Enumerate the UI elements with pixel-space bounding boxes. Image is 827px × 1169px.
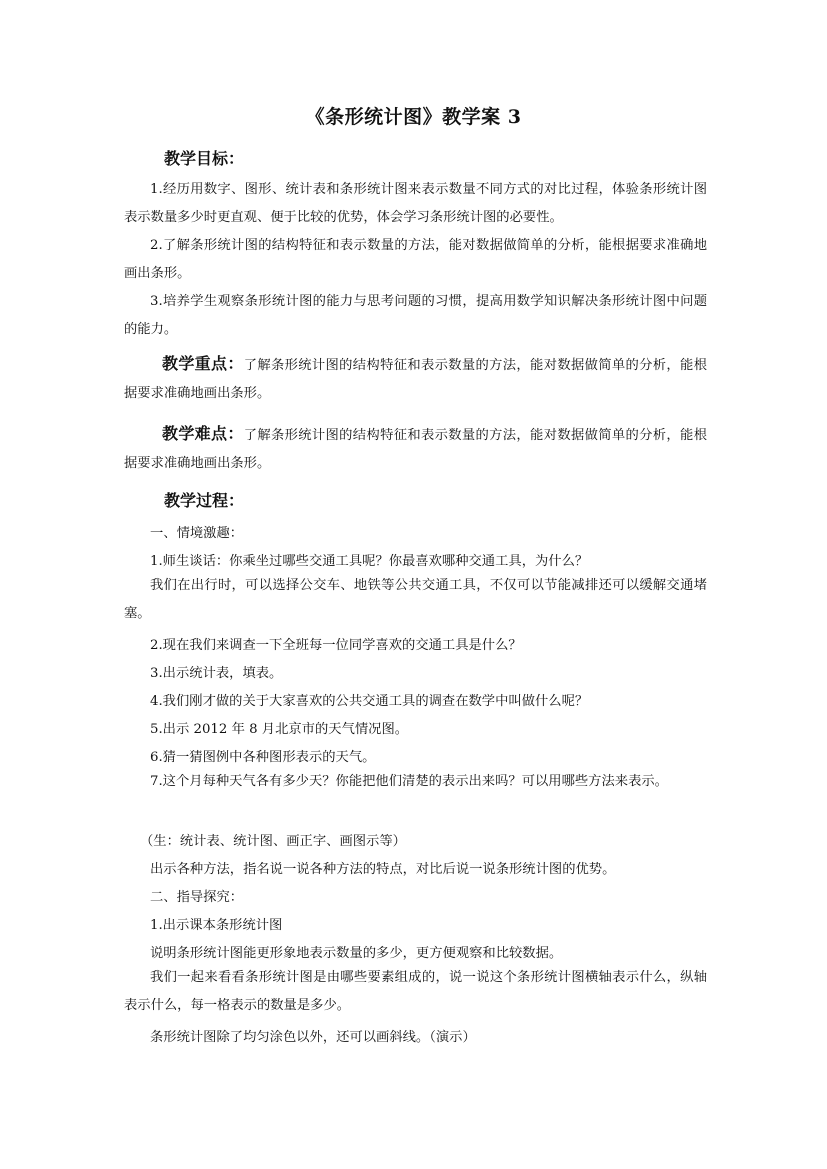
- process-item-6: 5.出示 2012 年 8 月北京市的天气情况图。: [150, 722, 409, 737]
- difficulty-paragraph: [124, 420, 707, 478]
- goal-2: 2.了解条形统计图的结构特征和表示数量的方法，能对数据做简单的分析，能根据要求准确地画出条形。: [124, 238, 707, 281]
- difficulty-text: 了解条形统计图的结构特征和表示数量的方法，能对数据做简单的分析，能根据要求准确地画出条形。: [124, 428, 707, 471]
- difficulty-heading: 教学难点：: [162, 424, 244, 443]
- process-item-7: 6.猜一猜图例中各种图形表示的天气。: [150, 750, 376, 765]
- process-item-2: 我们在出行时，可以选择公交车、地铁等公共交通工具，不仅可以节能减排还可以缓解交通堵塞。: [124, 578, 707, 621]
- key-points-paragraph: [124, 350, 707, 408]
- explore-item-4: 条形统计图除了均匀涂色以外，还可以画斜线。（演示）: [150, 1030, 476, 1045]
- explore-item-3: 我们一起来看看条形统计图是由哪些要素组成的，说一说这个条形统计图横轴表示什么，纵轴表示什么，每一格表示的数量是多少。: [124, 970, 707, 1013]
- process-item-5: 4.我们刚才做的关于大家喜欢的公共交通工具的调查在数学中叫做什么呢？: [150, 694, 589, 709]
- process-item-9: （生：统计表、统计图、画正字、画图示等）: [140, 834, 406, 849]
- goal-3: 3.培养学生观察条形统计图的能力与思考问题的习惯，提高用数学知识解决条形统计图中问题的能力。: [124, 294, 707, 337]
- explore-item-2: 说明条形统计图能更形象地表示数量的多少，更方便观察和比较数据。: [150, 946, 563, 961]
- key-points-heading: 教学重点：: [162, 354, 244, 373]
- goals-heading: 教学目标：: [164, 149, 245, 168]
- key-points-text: 了解条形统计图的结构特征和表示数量的方法，能对数据做简单的分析，能根据要求准确地画出条形。: [124, 358, 707, 401]
- process-item-10: 出示各种方法，指名说一说各种方法的特点，对比后说一说条形统计图的优势。: [150, 862, 616, 877]
- process-heading: 教学过程：: [164, 491, 245, 510]
- part2-heading: 二、指导探究：: [150, 890, 244, 905]
- process-item-1: 1.师生谈话：你乘坐过哪些交通工具呢？你最喜欢哪种交通工具，为什么？: [150, 554, 589, 569]
- process-item-4: 3.出示统计表，填表。: [150, 666, 283, 681]
- process-item-8: 7.这个月每种天气各有多少天？你能把他们清楚的表示出来吗？可以用哪些方法来表示。: [150, 774, 668, 789]
- goal-1: 1.经历用数字、图形、统计表和条形统计图来表示数量不同方式的对比过程，体验条形统计图表示数量多少时更直观、便于比较的优势，体会学习条形统计图的必要性。: [124, 182, 707, 225]
- explore-item-1: 1.出示课本条形统计图: [150, 918, 283, 933]
- part1-heading: 一、情境激趣：: [150, 526, 244, 541]
- document-title: 《条形统计图》教学案 3: [305, 106, 522, 128]
- process-item-3: 2.现在我们来调查一下全班每一位同学喜欢的交通工具是什么？: [150, 638, 522, 653]
